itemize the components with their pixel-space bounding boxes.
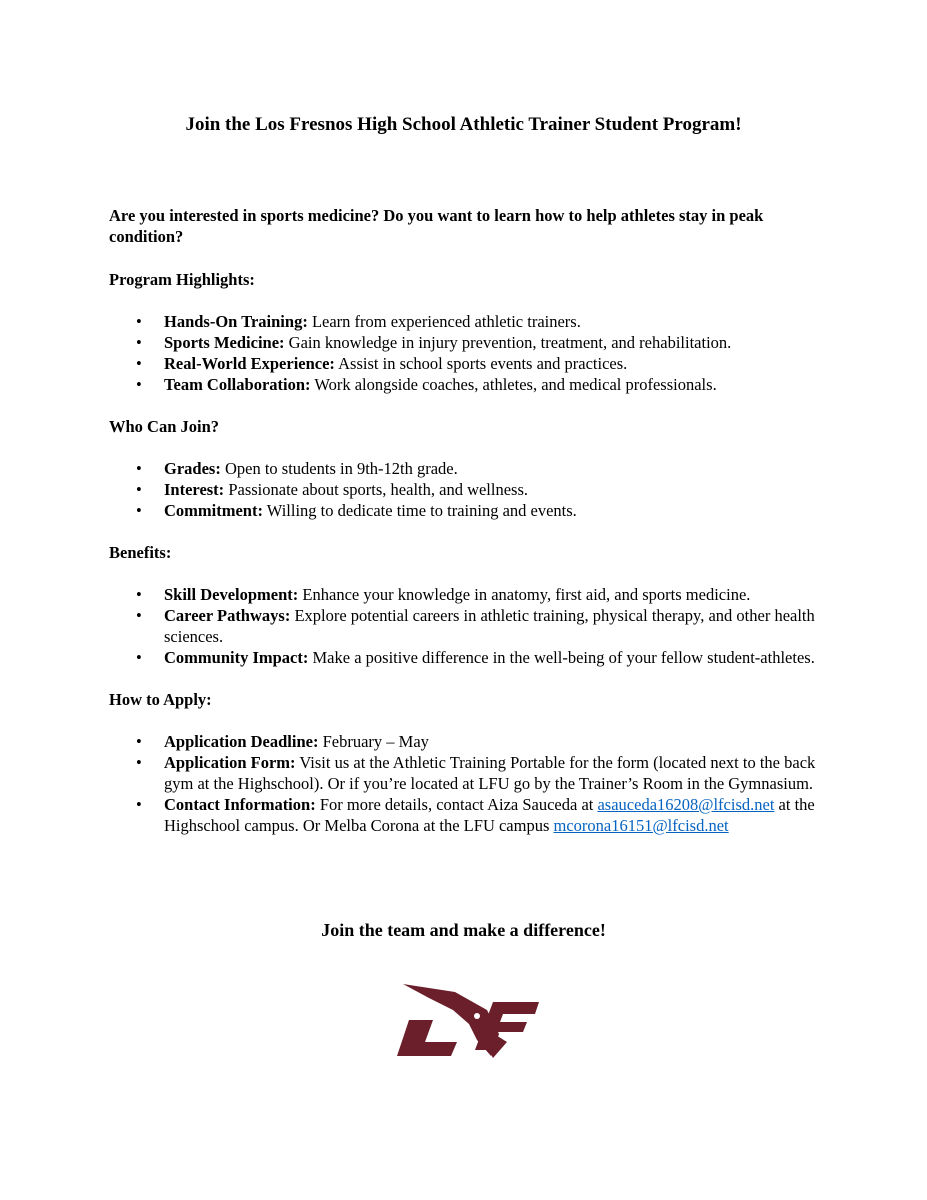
bullet-icon: • [136,480,142,499]
item-text: February – May [318,732,429,751]
closing-statement: Join the team and make a difference! [321,920,606,940]
falcon-lf-logo-icon [395,980,540,1060]
item-text: Work alongside coaches, athletes, and medical professionals. [310,375,717,394]
list-item [136,458,819,479]
benefits-list [109,584,819,668]
email-link-melba-corona[interactable]: mcorona16151@lfcisd.net [553,816,729,835]
item-text: For more details, contact Aiza Sauceda at [315,795,598,814]
bullet-icon: • [136,354,142,373]
list-item [136,731,819,752]
highlights-list [109,311,819,395]
item-text: Assist in school sports events and practices. [334,354,628,373]
falcon-eye-shape [474,1013,480,1019]
bullet-icon: • [136,648,142,667]
item-text: Willing to dedicate time to training and events. [262,501,577,520]
list-item [136,752,819,794]
list-item [136,374,819,395]
list-item [136,794,819,836]
item-label: Application Form: [164,753,296,772]
item-text: Open to students in 9th-12th grade. [220,459,458,478]
item-text: at the Highschool campus. Or Melba Corona at the LFU campus [164,795,815,835]
item-label: Commitment: [164,501,263,520]
item-label: Hands-On Training: [164,312,308,331]
item-label: Application Deadline: [164,732,319,751]
bullet-icon: • [136,606,142,625]
item-label: Interest: [164,480,225,499]
item-label: Skill Development: [164,585,299,604]
list-item [136,647,819,668]
item-text: Gain knowledge in injury prevention, treatment, and rehabilitation. [284,333,732,352]
section-heading-who-can-join: Who Can Join? [109,417,220,436]
bullet-icon: • [136,795,142,814]
item-text: Make a positive difference in the well-being of your fellow student-athletes. [308,648,815,667]
bullet-icon: • [136,312,142,331]
page-title: Join the Los Fresnos High School Athletic Trainer Student Program! [185,114,742,135]
bullet-icon: • [136,375,142,394]
list-item [136,353,819,374]
item-text: Explore potential careers in athletic training, physical therapy, and other health sciences. [164,606,815,646]
list-item [136,605,819,647]
how-to-apply-list [109,731,819,836]
item-label: Community Impact: [164,648,309,667]
list-item [136,500,819,521]
bullet-icon: • [136,333,142,352]
item-label: Sports Medicine: [164,333,285,352]
item-label: Contact Information: [164,795,316,814]
who-can-join-list [109,458,819,521]
section-heading-highlights: Program Highlights: [109,270,255,289]
item-label: Career Pathways: [164,606,291,625]
bullet-icon: • [136,459,142,478]
item-label: Team Collaboration: [164,375,311,394]
bullet-icon: • [136,732,142,751]
item-label: Real-World Experience: [164,354,335,373]
list-item [136,332,819,353]
list-item [136,584,819,605]
section-heading-how-to-apply: How to Apply: [109,690,212,709]
item-text: Enhance your knowledge in anatomy, first aid, and sports medicine. [298,585,751,604]
bullet-icon: • [136,585,142,604]
intro-question: Are you interested in sports medicine? Do you want to learn how to help athletes stay in peak condition? [109,206,764,246]
bullet-icon: • [136,753,142,772]
letter-l-shape [397,1020,457,1056]
item-text: Learn from experienced athletic trainers. [307,312,581,331]
item-label: Grades: [164,459,221,478]
section-heading-benefits: Benefits: [109,543,172,562]
list-item [136,479,819,500]
item-text: Visit us at the Athletic Training Portable for the form (located next to the back gym at the Highschool). Or if you’re located at LFU go by the Trainer’s Room in the Gymnasium. [164,753,816,793]
bullet-icon: • [136,501,142,520]
list-item [136,311,819,332]
email-link-aiza-sauceda[interactable]: asauceda16208@lfcisd.net [597,795,775,814]
document-body [109,205,819,857]
item-text: Passionate about sports, health, and wellness. [224,480,529,499]
